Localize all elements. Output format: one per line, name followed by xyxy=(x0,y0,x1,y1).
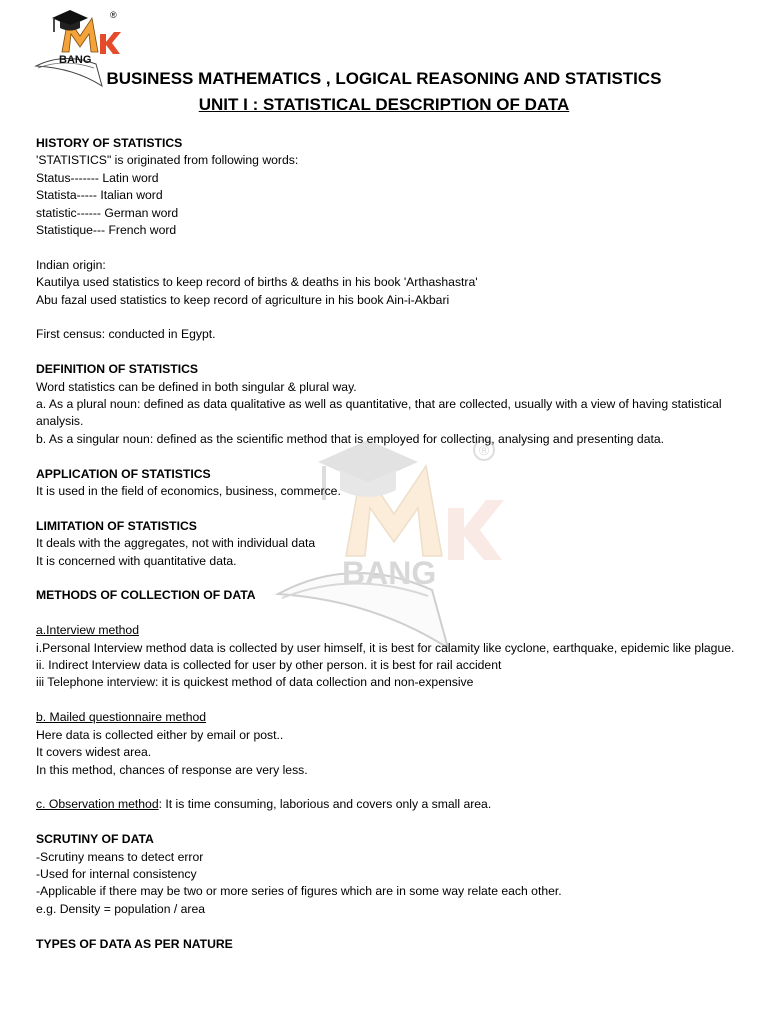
interview-line: ii. Indirect Interview data is collected for user by other person. it is best for rail accident xyxy=(36,658,502,673)
limitation-line: It is concerned with quantitative data. xyxy=(36,553,237,568)
observation-method-text: : It is time consuming, laborious and covers only a small area. xyxy=(158,797,492,812)
observation-method xyxy=(36,796,736,813)
watermark-registered-mark: ® xyxy=(478,442,490,458)
mailed-line: In this method, chances of response are very less. xyxy=(36,762,308,777)
application-text: It is used in the field of economics, business, commerce. xyxy=(36,484,341,499)
document-subtitle: UNIT I : STATISTICAL DESCRIPTION OF DATA xyxy=(198,95,570,114)
methods-heading: METHODS OF COLLECTION OF DATA xyxy=(36,588,256,603)
history-intro: 'STATISTICS" is originated from following words: xyxy=(36,153,299,168)
history-word: Statistique--- French word xyxy=(36,223,177,238)
types-heading: TYPES OF DATA AS PER NATURE xyxy=(36,936,233,951)
watermark-text: BANG xyxy=(342,555,437,591)
history-word: Status------- Latin word xyxy=(36,170,159,185)
interview-line: iii Telephone interview: it is quickest method of data collection and non-expensive xyxy=(36,675,474,690)
interview-method-title: a.Interview method xyxy=(36,623,139,638)
mailed-method-title: b. Mailed questionnaire method xyxy=(36,710,207,725)
indian-origin-line: Abu fazal used statistics to keep record of agriculture in his book Ain-i-Akbari xyxy=(36,292,450,307)
definition-line: b. As a singular noun: defined as the scientific method that is employed for collecting, analysing and presenting data. xyxy=(36,431,665,446)
mailed-line: Here data is collected either by email or post.. xyxy=(36,727,284,742)
history-word: statistic------ German word xyxy=(36,205,179,220)
first-census: First census: conducted in Egypt. xyxy=(36,327,216,342)
indian-origin-label: Indian origin: xyxy=(36,257,106,272)
document-body xyxy=(36,135,736,953)
definition-heading: DEFINITION OF STATISTICS xyxy=(36,362,199,377)
definition-line: Word statistics can be defined in both singular & plural way. xyxy=(36,379,357,394)
scrutiny-line: -Used for internal consistency xyxy=(36,866,197,881)
mailed-line: It covers widest area. xyxy=(36,745,152,760)
history-heading: HISTORY OF STATISTICS xyxy=(36,136,183,150)
document-title: BUSINESS MATHEMATICS , LOGICAL REASONING AND STATISTICS xyxy=(106,69,662,88)
scrutiny-line: -Scrutiny means to detect error xyxy=(36,849,204,864)
scrutiny-heading: SCRUTINY OF DATA xyxy=(36,832,154,847)
logo-text: BANG xyxy=(59,54,92,66)
limitation-line: It deals with the aggregates, not with individual data xyxy=(36,536,316,551)
limitation-heading: LIMITATION OF STATISTICS xyxy=(36,518,197,533)
scrutiny-line: e.g. Density = population / area xyxy=(36,901,206,916)
definition-line: a. As a plural noun: defined as data qualitative as well as quantitative, that are collected, usually with a view of having statistical analysis. xyxy=(36,397,722,429)
registered-mark: ® xyxy=(110,10,117,20)
scrutiny-line: -Applicable if there may be two or more series of figures which are in some way relate each other. xyxy=(36,884,562,899)
interview-line: i.Personal Interview method data is collected by user himself, it is best for calamity like cyclone, earthquake, epidemic like plague. xyxy=(36,640,735,655)
indian-origin-line: Kautilya used statistics to keep record of births & deaths in his book 'Arthashastra' xyxy=(36,275,478,290)
history-word: Statista----- Italian word xyxy=(36,188,163,203)
application-heading: APPLICATION OF STATISTICS xyxy=(36,466,211,481)
observation-method-title: c. Observation method xyxy=(36,797,159,812)
